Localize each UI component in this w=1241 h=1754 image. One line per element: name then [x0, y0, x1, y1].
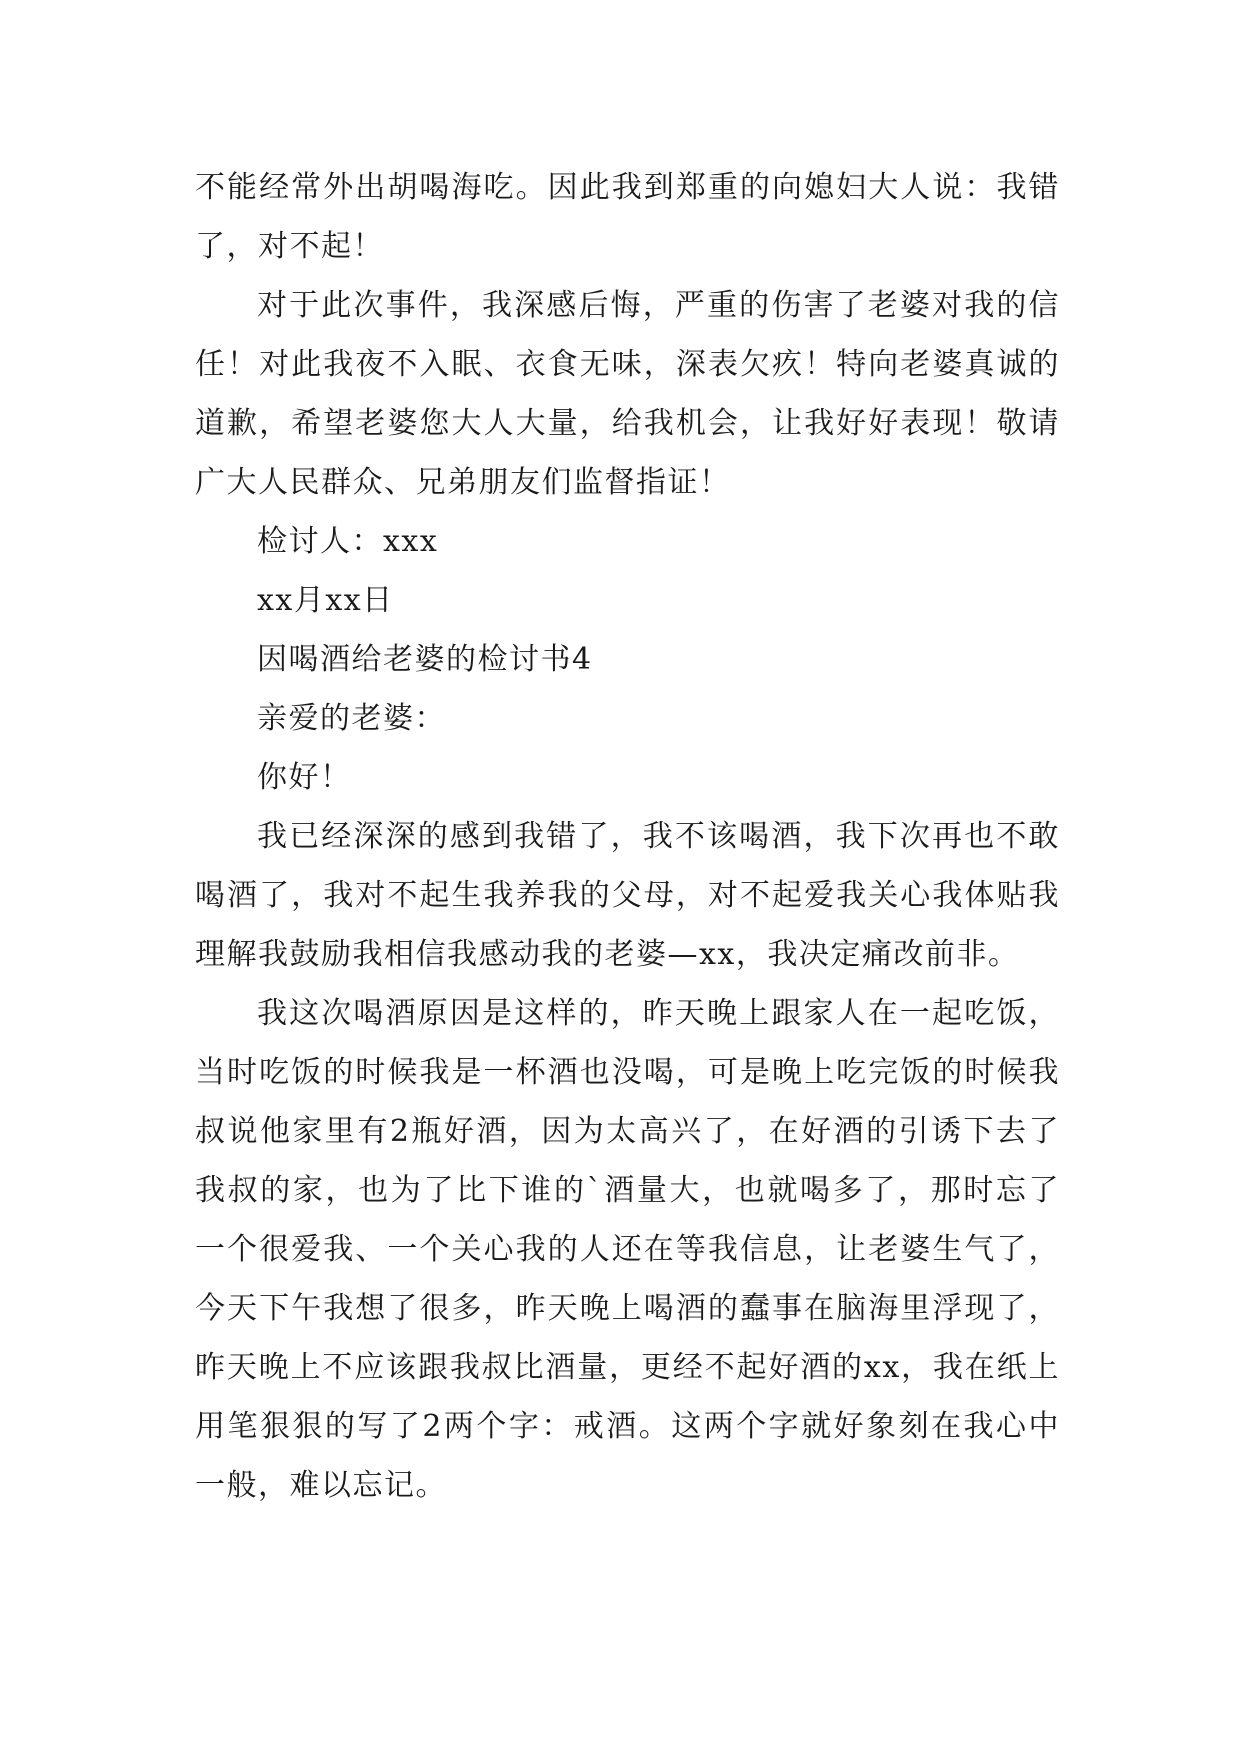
paragraph-continuation: 不能经常外出胡喝海吃。因此我到郑重的向媳妇大人说：我错了，对不起！ — [195, 170, 1060, 264]
greeting: 你好！ — [257, 760, 352, 795]
signature-line: 检讨人：xxx — [257, 524, 439, 559]
document-body — [195, 158, 1060, 1515]
paragraph-apology: 对于此次事件，我深感后悔，严重的伤害了老婆对我的信任！对此我夜不入眠、衣食无味，深表欠疚！特向老婆真诚的道歉，希望老婆您大人大量，给我机会，让我好好表现！敬请广大人民群众、兄弟朋友们监督指证！ — [195, 288, 1060, 500]
salutation: 亲爱的老婆： — [257, 701, 446, 736]
paragraph-reason: 我这次喝酒原因是这样的，昨天晚上跟家人在一起吃饭，当时吃饭的时候我是一杯酒也没喝，可是晚上吃完饭的时候我叔说他家里有2瓶好酒，因为太高兴了，在好酒的引诱下去了我叔的家，也为了比下谁的`酒量大，也就喝多了，那时忘了一个很爱我、一个关心我的人还在等我信息，让老婆生气了，今天下午我想了很多，昨天晚上喝酒的蠢事在脑海里浮现了，昨天晚上不应该跟我叔比酒量，更经不起好酒的xx，我在纸上用笔狠狠的写了2两个字：戒酒。这两个字就好象刻在我心中一般，难以忘记。 — [195, 996, 1060, 1503]
section-title: 因喝酒给老婆的检讨书4 — [257, 642, 593, 677]
date-line: xx月xx日 — [257, 583, 394, 618]
paragraph-regret: 我已经深深的感到我错了，我不该喝酒，我下次再也不敢喝酒了，我对不起生我养我的父母，对不起爱我关心我体贴我理解我鼓励我相信我感动我的老婆—xx，我决定痛改前非。 — [195, 819, 1060, 972]
